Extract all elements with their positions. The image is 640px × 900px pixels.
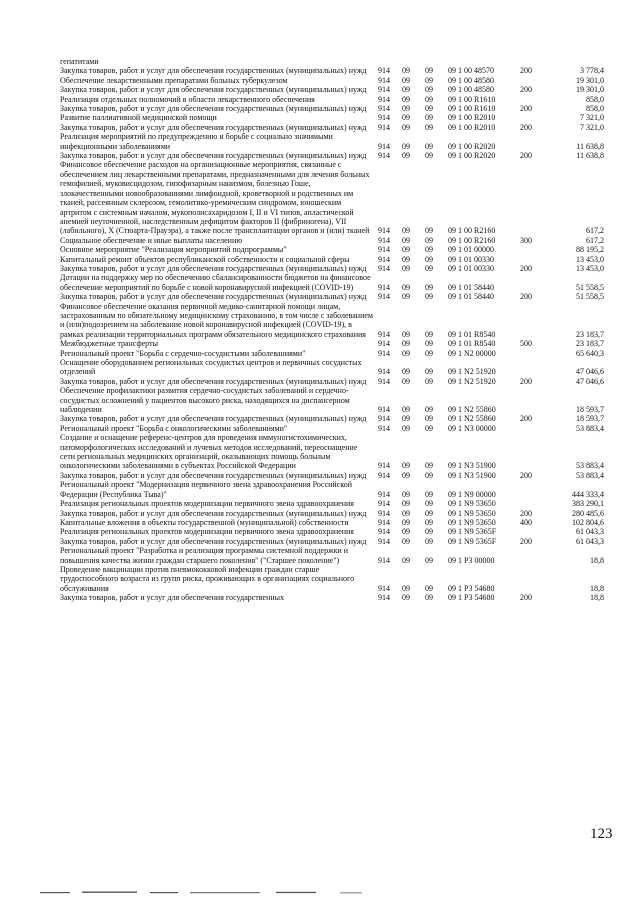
amount: 53 883,4 — [576, 461, 604, 471]
expense-type-code: 200 — [520, 85, 532, 95]
table-row — [60, 518, 604, 527]
admin-code: 914 — [378, 517, 390, 527]
target-article-code: 09 1 00 48580 — [448, 75, 494, 85]
table-row — [60, 546, 604, 565]
amount: 53 883,4 — [576, 470, 604, 480]
expense-type-code: 200 — [520, 292, 532, 302]
row-name: Региональный проект "Борьба с сердечно-сосудистыми заболеваниями" — [60, 348, 306, 358]
amount: 617,2 — [586, 235, 604, 245]
target-article-code: 09 1 00 48580 — [448, 85, 494, 95]
subsection-code: 09 — [425, 593, 433, 603]
subsection-code: 09 — [425, 75, 433, 85]
section-code: 09 — [402, 113, 410, 123]
amount: 23 183,7 — [576, 329, 604, 339]
expense-type-code — [520, 273, 548, 292]
subsection-code: 09 — [425, 94, 433, 104]
table-row — [60, 339, 604, 348]
admin-code: 914 — [378, 292, 390, 302]
admin-code: 914 — [378, 113, 390, 123]
expense-type-code — [520, 95, 548, 104]
admin-code: 914 — [378, 329, 390, 339]
target-article-code: 09 1 N2 55860 — [448, 414, 496, 424]
subsection-code — [425, 57, 448, 66]
section-code: 09 — [402, 499, 410, 509]
page-number: 123 — [590, 826, 613, 842]
admin-code: 914 — [378, 104, 390, 114]
amount: 3 778,4 — [580, 66, 604, 76]
expense-type-code — [520, 565, 548, 593]
admin-code: 914 — [378, 405, 390, 415]
section-code: 09 — [402, 367, 410, 377]
expense-type-code: 200 — [520, 122, 532, 132]
target-article-code — [448, 57, 520, 66]
expense-type-code — [520, 132, 548, 151]
table-row — [60, 527, 604, 536]
budget-table-body — [60, 57, 604, 603]
subsection-code: 09 — [425, 423, 433, 433]
row-name: Региональный проект "Разработка и реализация программы системной поддержки и повышения качества жизни граждан старшего поколения" ("Старшее поколение") — [60, 546, 349, 565]
subsection-code: 09 — [425, 151, 433, 161]
admin-code: 914 — [378, 367, 390, 377]
section-code: 09 — [402, 226, 410, 236]
row-name: Капитальные вложения в объекты государственной (муниципальной) собственности — [60, 517, 349, 527]
amount: 47 046,6 — [576, 376, 604, 386]
target-article-code: 09 1 00 R2160 — [448, 226, 496, 236]
section-code: 09 — [402, 94, 410, 104]
target-article-code: 09 1 N3 51900 — [448, 461, 496, 471]
admin-code: 914 — [378, 282, 390, 292]
admin-code: 914 — [378, 423, 390, 433]
amount: 18,8 — [590, 555, 604, 565]
table-row — [60, 151, 604, 160]
table-row — [60, 386, 604, 414]
table-row — [60, 349, 604, 358]
table-row — [60, 537, 604, 546]
expense-type-code — [520, 433, 548, 471]
admin-code: 914 — [378, 66, 390, 76]
subsection-code: 09 — [425, 555, 433, 565]
row-name: Обеспечение профилактики развития сердечно-сосудистых заболеваний и сердечно-сосудистых осложнений у пациентов высокого риска, находящихся на диспансерном наблюдении — [60, 386, 350, 415]
amount: 61 043,3 — [576, 527, 604, 537]
section-code: 09 — [402, 85, 410, 95]
target-article-code: 09 1 N9 00000 — [448, 489, 496, 499]
row-name: Межбюджетные трансферты — [60, 339, 158, 349]
target-article-code: 09 1 N9 5365F — [448, 527, 497, 537]
subsection-code: 09 — [425, 376, 433, 386]
amount: 65 640,3 — [576, 348, 604, 358]
expense-type-code — [520, 386, 548, 414]
table-row — [60, 471, 604, 480]
table-row — [60, 132, 604, 151]
table-row — [60, 509, 604, 518]
admin-code: 914 — [378, 339, 390, 349]
row-name: Закупка товаров, работ и услуг для обеспечения государственных (муниципальных) нужд — [60, 122, 367, 132]
table-row — [60, 480, 604, 499]
subsection-code: 09 — [425, 226, 433, 236]
subsection-code: 09 — [425, 113, 433, 123]
amount: 11 638,8 — [576, 141, 604, 151]
section-code: 09 — [402, 245, 410, 255]
table-row — [60, 113, 604, 122]
section-code: 09 — [402, 508, 410, 518]
subsection-code: 09 — [425, 245, 433, 255]
row-name: Закупка товаров, работ и услуг для обеспечения государственных (муниципальных) нужд — [60, 470, 367, 480]
expense-type-code: 200 — [520, 536, 532, 546]
target-article-code: 09 1 P3 54680 — [448, 593, 495, 603]
admin-code: 914 — [378, 470, 390, 480]
subsection-code: 09 — [425, 329, 433, 339]
row-name: Закупка товаров, работ и услуг для обеспечения государственных (муниципальных) нужд — [60, 66, 367, 76]
expense-type-code: 200 — [520, 376, 532, 386]
row-name: Финансовое обеспечение оказания первичной медико-санитарной помощи лицам, застрахованным по обязательному медицинскому страхованию, в том числе с заболеванием и (или)подозрением на заболевание новой коронавирусной инфекцией (COVID-19), в рамках реализации территориальных программ обязательного медицинского страхования — [60, 301, 373, 339]
amount: 19 301,0 — [576, 75, 604, 85]
target-article-code: 09 1 00 R1610 — [448, 94, 496, 104]
expense-type-code — [520, 302, 548, 340]
section-code: 09 — [402, 461, 410, 471]
target-article-code: 09 1 00 R2020 — [448, 151, 496, 161]
target-article-code: 09 1 01 58440 — [448, 292, 494, 302]
subsection-code: 09 — [425, 489, 433, 499]
section-code: 09 — [402, 235, 410, 245]
target-article-code: 09 1 00 R2010 — [448, 122, 496, 132]
expense-type-code — [520, 113, 548, 122]
row-name: Оснащение оборудованием региональных сосудистых центров и первичных сосудистых отделений — [60, 358, 362, 377]
section-code: 09 — [402, 527, 410, 537]
row-name: Закупка товаров, работ и услуг для обеспечения государственных (муниципальных) нужд — [60, 263, 367, 273]
subsection-code: 09 — [425, 405, 433, 415]
section-code: 09 — [402, 405, 410, 415]
row-name: Развитие паллиативной медицинской помощи — [60, 113, 217, 123]
expense-type-code: 200 — [520, 263, 532, 273]
amount: 383 290,1 — [572, 499, 604, 509]
table-row — [60, 76, 604, 85]
target-article-code: 09 1 01 00330 — [448, 254, 494, 264]
expense-type-code: 200 — [520, 151, 532, 161]
table-row — [60, 123, 604, 132]
section-code: 09 — [402, 489, 410, 499]
section-code: 09 — [402, 329, 410, 339]
amount: 51 558,5 — [576, 282, 604, 292]
row-name: Закупка товаров, работ и услуг для обеспечения государственных (муниципальных) нужд — [60, 151, 367, 161]
section-code: 09 — [402, 593, 410, 603]
admin-code: 914 — [378, 555, 390, 565]
amount: 7 321,0 — [580, 122, 604, 132]
section-code: 09 — [402, 414, 410, 424]
amount: 18 593,7 — [576, 405, 604, 415]
target-article-code: 09 1 00 R2020 — [448, 141, 496, 151]
table-row — [60, 499, 604, 508]
subsection-code: 09 — [425, 517, 433, 527]
row-name: Реализация региональных проектов модернизации первичного звена здравоохранения — [60, 527, 354, 537]
expense-type-code: 400 — [520, 517, 532, 527]
amount: 13 453,0 — [576, 254, 604, 264]
section-code: 09 — [402, 104, 410, 114]
section-code: 09 — [402, 141, 410, 151]
table-row — [60, 292, 604, 301]
target-article-code: 09 1 01 R8540 — [448, 329, 496, 339]
target-article-code: 09 1 01 R8540 — [448, 339, 496, 349]
section-code: 09 — [402, 282, 410, 292]
target-article-code: 09 1 00 R2160 — [448, 235, 496, 245]
expense-type-code — [520, 499, 548, 508]
table-row — [60, 104, 604, 113]
admin-code: 914 — [378, 583, 390, 593]
admin-code: 914 — [378, 489, 390, 499]
table-row — [60, 377, 604, 386]
target-article-code: 09 1 N2 51920 — [448, 367, 496, 377]
target-article-code: 09 1 N2 51920 — [448, 376, 496, 386]
amount: 18 593,7 — [576, 414, 604, 424]
target-article-code: 09 1 N3 51900 — [448, 470, 496, 480]
amount: 11 638,8 — [576, 151, 604, 161]
expense-type-code: 200 — [520, 508, 532, 518]
scan-artifact-line — [40, 890, 600, 896]
subsection-code: 09 — [425, 104, 433, 114]
admin-code: 914 — [378, 245, 390, 255]
section-code: 09 — [402, 583, 410, 593]
table-row — [60, 264, 604, 273]
expense-type-code: 200 — [520, 104, 532, 114]
expense-type-code — [520, 349, 548, 358]
target-article-code: 09 1 P3 00000 — [448, 555, 495, 565]
row-name: Реализация мероприятий по предупреждению и борьбе с социально значимыми инфекционными заболеваниями — [60, 132, 333, 151]
admin-code: 914 — [378, 414, 390, 424]
row-name: Закупка товаров, работ и услуг для обеспечения государственных (муниципальных) нужд — [60, 104, 367, 114]
table-row — [60, 57, 604, 66]
target-article-code: 09 1 N9 53650 — [448, 499, 496, 509]
amount: 19 301,0 — [576, 85, 604, 95]
expense-type-code — [520, 424, 548, 433]
table-row — [60, 160, 604, 235]
admin-code: 914 — [378, 461, 390, 471]
subsection-code: 09 — [425, 583, 433, 593]
target-article-code: 09 1 N9 53650 — [448, 508, 496, 518]
row-name: Региональный проект "Модернизация первичного звена здравоохранения Российской Федерации (Республика Тыва)" — [60, 480, 352, 499]
amount: 858,0 — [586, 104, 604, 114]
target-article-code: 09 1 01 00000 — [448, 245, 494, 255]
row-name: Создание и оснащение референс-центров для проведения иммуногистохимических, патоморфологических исследований и лучевых методов исследований, переоснащение сети региональных медицинских организаций, оказывающих помощь больным онкологическими заболеваниями в субъектах Российской Федерации — [60, 433, 358, 471]
admin-code: 914 — [378, 75, 390, 85]
expense-type-code: 500 — [520, 339, 532, 349]
table-row — [60, 424, 604, 433]
section-code: 09 — [402, 254, 410, 264]
expense-type-code — [520, 527, 548, 536]
target-article-code: 09 1 N2 55860 — [448, 405, 496, 415]
amount: 53 883,4 — [576, 423, 604, 433]
expense-type-code — [520, 57, 548, 66]
row-name: Проведение вакцинации против пневмококковой инфекции граждан старше трудоспособного возраста из групп риска, проживающих в организациях социального обслуживания — [60, 564, 355, 593]
amount: 102 804,6 — [572, 517, 604, 527]
subsection-code: 09 — [425, 66, 433, 76]
amount: 280 485,6 — [572, 508, 604, 518]
admin-code: 914 — [378, 527, 390, 537]
section-code: 09 — [402, 151, 410, 161]
amount: 7 321,0 — [580, 113, 604, 123]
target-article-code: 09 1 00 R2010 — [448, 113, 496, 123]
admin-code: 914 — [378, 94, 390, 104]
row-name: Реализация региональных проектов модернизации первичного звена здравоохранения — [60, 499, 354, 509]
subsection-code: 09 — [425, 282, 433, 292]
subsection-code: 09 — [425, 499, 433, 509]
table-row — [60, 236, 604, 245]
admin-code: 914 — [378, 226, 390, 236]
target-article-code: 09 1 N3 00000 — [448, 423, 496, 433]
section-code: 09 — [402, 122, 410, 132]
table-row — [60, 302, 604, 340]
expense-type-code — [520, 76, 548, 85]
row-name: Капитальный ремонт объектов республиканской собственности и социальной сферы — [60, 254, 350, 264]
target-article-code: 09 1 01 58440 — [448, 282, 494, 292]
admin-code: 914 — [378, 85, 390, 95]
amount: 858,0 — [586, 94, 604, 104]
expense-type-code — [520, 546, 548, 565]
subsection-code: 09 — [425, 414, 433, 424]
section-code: 09 — [402, 263, 410, 273]
subsection-code: 09 — [425, 527, 433, 537]
expense-type-code — [520, 160, 548, 235]
expense-type-code: 200 — [520, 593, 532, 603]
section-code: 09 — [402, 423, 410, 433]
admin-code: 914 — [378, 122, 390, 132]
row-name: Закупка товаров, работ и услуг для обеспечения государственных (муниципальных) нужд — [60, 292, 367, 302]
amount: 88 195,2 — [576, 245, 604, 255]
table-row — [60, 273, 604, 292]
budget-table — [60, 57, 604, 603]
table-row — [60, 593, 604, 602]
amount: 23 183,7 — [576, 339, 604, 349]
expense-type-code: 200 — [520, 470, 532, 480]
table-row — [60, 433, 604, 471]
table-row — [60, 414, 604, 423]
admin-code — [378, 57, 402, 66]
target-article-code: 09 1 P3 54680 — [448, 583, 495, 593]
expense-type-code — [520, 480, 548, 499]
table-row — [60, 245, 604, 254]
subsection-code: 09 — [425, 235, 433, 245]
table-row — [60, 95, 604, 104]
row-name: Региональный проект "Борьба с онкологическими заболеваниями" — [60, 423, 288, 433]
section-code — [402, 57, 425, 66]
section-code: 09 — [402, 66, 410, 76]
row-name: Закупка товаров, работ и услуг для обеспечения государственных (муниципальных) нужд — [60, 536, 367, 546]
amount: 61 043,3 — [576, 536, 604, 546]
row-name: Закупка товаров, работ и услуг для обеспечения государственных (муниципальных) нужд — [60, 508, 367, 518]
target-article-code: 09 1 N9 53650 — [448, 517, 496, 527]
subsection-code: 09 — [425, 508, 433, 518]
target-article-code: 09 1 N9 5365F — [448, 536, 497, 546]
table-row — [60, 565, 604, 593]
subsection-code: 09 — [425, 141, 433, 151]
amount: 47 046,6 — [576, 367, 604, 377]
admin-code: 914 — [378, 508, 390, 518]
admin-code: 914 — [378, 536, 390, 546]
subsection-code: 09 — [425, 470, 433, 480]
target-article-code: 09 1 N2 00000 — [448, 348, 496, 358]
target-article-code: 09 1 00 R1610 — [448, 104, 496, 114]
amount: 51 558,5 — [576, 292, 604, 302]
amount — [548, 57, 604, 66]
amount: 444 333,4 — [572, 489, 604, 499]
admin-code: 914 — [378, 593, 390, 603]
amount: 617,2 — [586, 226, 604, 236]
section-code: 09 — [402, 376, 410, 386]
amount: 18,8 — [590, 583, 604, 593]
row-name: Дотации на поддержку мер по обеспечению сбалансированности бюджетов на финансовое обеспечение мероприятий по борьбе с новой коронавирусной инфекцией (COVID-19) — [60, 273, 371, 292]
row-name: Закупка товаров, работ и услуг для обеспечения государственных — [60, 593, 285, 603]
section-code: 09 — [402, 348, 410, 358]
amount: 13 453,0 — [576, 263, 604, 273]
table-row — [60, 255, 604, 264]
expense-type-code — [520, 255, 548, 264]
admin-code: 914 — [378, 348, 390, 358]
section-code: 09 — [402, 536, 410, 546]
admin-code: 914 — [378, 141, 390, 151]
section-code: 09 — [402, 339, 410, 349]
expense-type-code: 200 — [520, 414, 532, 424]
target-article-code: 09 1 00 48570 — [448, 66, 494, 76]
admin-code: 914 — [378, 151, 390, 161]
section-code: 09 — [402, 470, 410, 480]
admin-code: 914 — [378, 235, 390, 245]
subsection-code: 09 — [425, 339, 433, 349]
subsection-code: 09 — [425, 263, 433, 273]
row-name: Закупка товаров, работ и услуг для обеспечения государственных (муниципальных) нужд — [60, 85, 367, 95]
row-name: Реализация отдельных полномочий в области лекарственного обеспечения — [60, 94, 315, 104]
target-article-code: 09 1 01 00330 — [448, 263, 494, 273]
section-code: 09 — [402, 75, 410, 85]
amount: 18,8 — [590, 593, 604, 603]
subsection-code: 09 — [425, 461, 433, 471]
row-name: Обеспечение лекарственными препаратами больных туберкулезом — [60, 75, 288, 85]
row-name: Основное мероприятие "Реализация мероприятий подпрограммы" — [60, 245, 287, 255]
expense-type-code — [520, 245, 548, 254]
expense-type-code — [520, 358, 548, 377]
row-name: Финансовое обеспечение расходов на организационные мероприятия, связанные с обеспечением лиц лекарственными препаратами, предназначенными для лечения больных гемофилией, муковисцидозом, гипофизарным нанизмом, болезнью Гоше, злокачественными новообразованиями лимфоидной, кроветворной и родственных им тканей, рассеянным склерозом, гемолитико-уремическим синдромом, юношеским артритом с системным началом, мукополисахаридозом I, II и VI типов, апластической анемией неуточненной, наследственным дефицитом факторов II (фибриногена), VII (лабильного), X (Стюарта-Прауэра), а также после трансплантации органов и (или) тканей — [60, 160, 370, 236]
section-code: 09 — [402, 292, 410, 302]
subsection-code: 09 — [425, 367, 433, 377]
subsection-code: 09 — [425, 536, 433, 546]
table-row — [60, 85, 604, 94]
section-code: 09 — [402, 555, 410, 565]
admin-code: 914 — [378, 263, 390, 273]
subsection-code: 09 — [425, 85, 433, 95]
subsection-code: 09 — [425, 348, 433, 358]
subsection-code: 09 — [425, 254, 433, 264]
subsection-code: 09 — [425, 122, 433, 132]
row-name: Закупка товаров, работ и услуг для обеспечения государственных (муниципальных) нужд — [60, 414, 367, 424]
row-name: Закупка товаров, работ и услуг для обеспечения государственных (муниципальных) нужд — [60, 376, 367, 386]
expense-type-code: 300 — [520, 235, 532, 245]
row-name: гепатитами — [60, 57, 99, 66]
row-name: Социальное обеспечение и иные выплаты населению — [60, 235, 243, 245]
table-row — [60, 358, 604, 377]
admin-code: 914 — [378, 376, 390, 386]
section-code: 09 — [402, 517, 410, 527]
admin-code: 914 — [378, 499, 390, 509]
subsection-code: 09 — [425, 292, 433, 302]
expense-type-code: 200 — [520, 66, 532, 76]
table-row — [60, 66, 604, 75]
admin-code: 914 — [378, 254, 390, 264]
